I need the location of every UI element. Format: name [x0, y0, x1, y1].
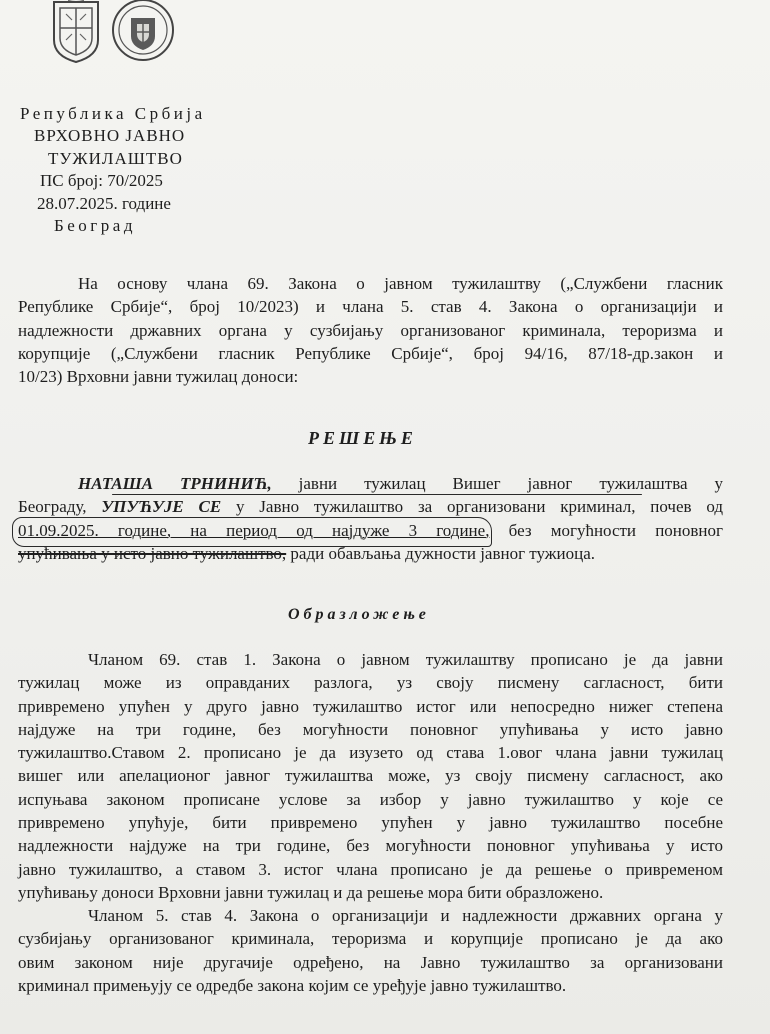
reasoning-line: вишег или апелационог јавног тужилаштва може, уз своју писмену сагласност, ако	[18, 766, 723, 786]
reasoning-line: криминал примењују се одредбе закона којим се уређује јавно тужилаштво.	[18, 975, 567, 995]
reasoning-paragraph-1	[18, 648, 723, 904]
office-line-1: ВРХОВНО ЈАВНО	[34, 126, 186, 145]
decision-line-2-start: Београду,	[18, 497, 87, 517]
period-phrase: 01.09.2025. године, на период од најдуже 3 године,	[18, 520, 490, 540]
prosecution-seal-icon	[110, 0, 176, 66]
reasoning-line: привремено упућује, бити привремено упућен у јавно тужилаштво посебне	[18, 813, 723, 833]
reasoning-line: надлежности најдуже на три године, без могућности поновног упућивања у исто	[18, 836, 723, 856]
struck-phrase: упућивања у исто јавно тужилаштво,	[18, 543, 287, 563]
city: Београд	[54, 216, 136, 235]
reasoning-line: испуњава законом прописане услове за избор у јавно тужилаштво у које се	[18, 789, 723, 809]
decision-line-3	[18, 519, 723, 542]
reasoning-line: јавно тужилаштво, а ставом 3. истог члана прописано је да решење о привременом	[18, 859, 723, 879]
reasoning-line: најдуже на три године, без могућности поновног упућивања у исто јавно	[18, 719, 723, 739]
person-name: НАТАША ТРНИНИЋ,	[78, 474, 272, 493]
reasoning-line: овим законом није другачије одређено, на Јавно тужилаштво за организовани	[18, 952, 723, 972]
decision-verb: УПУЋУЈЕ СЕ	[101, 497, 222, 517]
decision-line-1	[18, 472, 723, 495]
preamble-line: надлежности државних органа у сузбијању организованог криминала, тероризма и	[18, 320, 723, 340]
serbian-coat-of-arms-icon	[46, 0, 106, 64]
preamble-line: На основу члана 69. Закона о јавном тужилаштву („Службени гласник	[78, 274, 723, 293]
decision-line-2	[18, 495, 723, 518]
decision-line-2-text: у Јавно тужилаштво за организовани криминал, почев од	[235, 497, 724, 517]
decision-line-3-text: без могућности поновног	[508, 520, 724, 540]
preamble-line: Републике Србије“, број 10/2023) и члана 5. став 4. Закона о организацији и	[18, 297, 723, 317]
reasoning-line: сузбијању организованог криминала, тероризма и корупције прописано је да ако	[18, 929, 723, 949]
preamble-line: корупције („Службени гласник Републике Србије“, број 94/16, 87/18-др.закон и	[18, 343, 723, 363]
decision-line-4-text: ради обављања дужности јавног тужиоца.	[290, 543, 596, 563]
decision-body	[18, 472, 723, 565]
case-number: ПС број: 70/2025	[40, 171, 163, 190]
reasoning-line: тужилаштво.Ставом 2. прописано је да изузето од става 1.овог члана јавни тужилац	[18, 743, 723, 763]
preamble	[18, 272, 723, 388]
decision-line-4	[18, 542, 723, 565]
reasoning-line: Чланом 5. став 4. Закона о организацији и надлежности државних органа у	[88, 906, 723, 925]
reasoning-line: привремено упућен у друго јавно тужилаштво истог или непосредно нижег степена	[18, 696, 723, 716]
reasoning-line: тужилац може из оправданих разлога, уз своју писмену сагласност, бити	[18, 673, 723, 693]
republic-line: Република Србија	[20, 104, 206, 123]
decision-line-1-text: јавни тужилац Вишег јавног тужилаштва у	[298, 474, 723, 493]
preamble-line: 10/23) Врховни јавни тужилац доноси:	[18, 367, 299, 387]
reasoning-title: Образложење	[288, 606, 430, 623]
reasoning-line: Чланом 69. став 1. Закона о јавном тужилаштву прописано је да јавни	[88, 650, 723, 669]
document-date: 28.07.2025. године	[37, 194, 171, 213]
decision-title: РЕШЕЊЕ	[308, 428, 417, 448]
office-line-2: ТУЖИЛАШТВО	[48, 149, 183, 168]
reasoning-paragraph-2	[18, 904, 723, 997]
reasoning-line: упућивању доноси Врховни јавни тужилац и да решење мора бити образложено.	[18, 882, 604, 902]
